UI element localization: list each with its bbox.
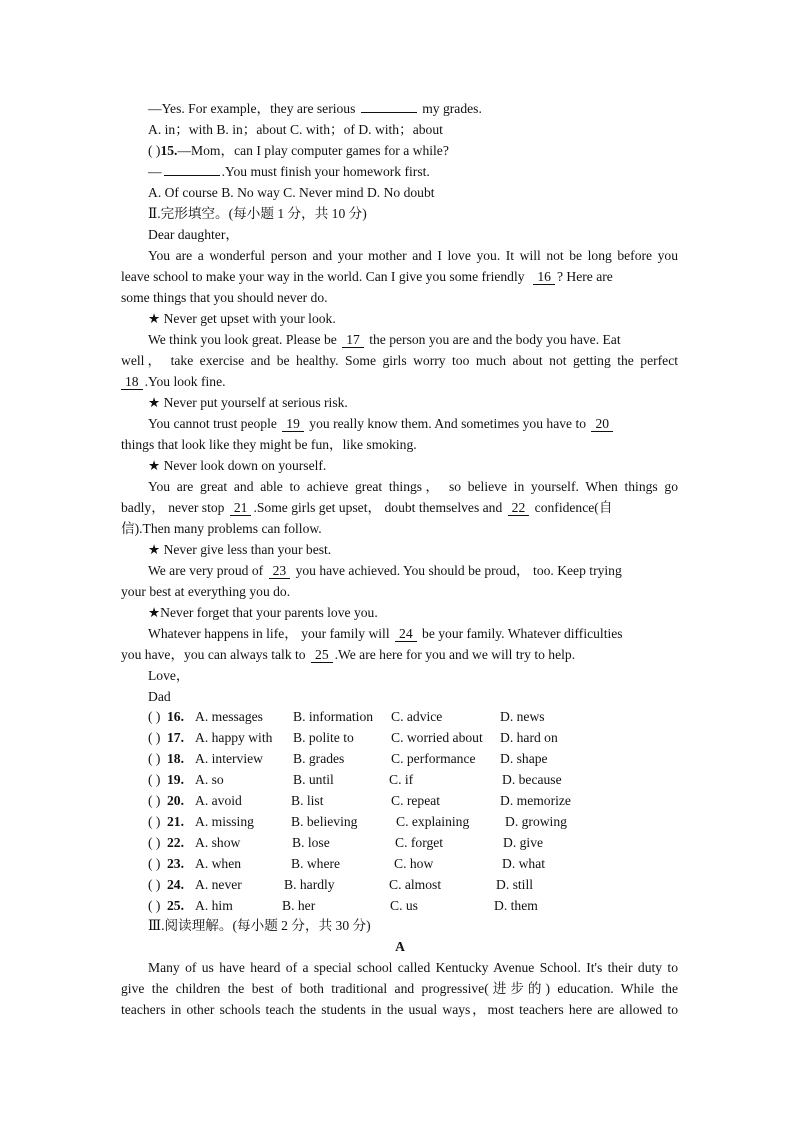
- answer-paren: ( ): [148, 751, 161, 766]
- question-number: 23.: [167, 856, 184, 871]
- tip-2: ★ Never put yourself at serious risk.: [148, 395, 348, 410]
- option-b[interactable]: B. hardly: [284, 877, 335, 892]
- option-b[interactable]: B. lose: [292, 835, 330, 850]
- passageA-line3: teachers in other schools teach the students in the usual ways，most teachers here are allowed to: [121, 1002, 678, 1017]
- blank-23[interactable]: 23: [269, 563, 291, 579]
- option-c[interactable]: C. how: [394, 856, 434, 871]
- question-number: 24.: [167, 877, 184, 892]
- question-number: 19.: [167, 772, 184, 787]
- para6-line2: you have，you can always talk to 25 .We are here for you and we will try to help.: [121, 647, 576, 662]
- option-a[interactable]: A. happy with: [195, 730, 273, 745]
- option-a[interactable]: A. interview: [195, 751, 263, 766]
- option-c[interactable]: C. us: [390, 898, 418, 913]
- blank-25[interactable]: 25: [311, 647, 333, 663]
- q15-options: A. Of course B. No way C. Never mind D. No doubt: [148, 185, 435, 200]
- para2-line2: well， take exercise and be healthy. Some girls worry too much about not getting the perfect: [121, 353, 678, 368]
- para5-line1: We are very proud of 23 you have achieved. You should be proud， too. Keep trying: [148, 563, 622, 578]
- closing: Love，: [148, 668, 190, 683]
- q14-blank: [361, 98, 417, 113]
- option-c[interactable]: C. advice: [391, 709, 443, 724]
- tip-3: ★ Never look down on yourself.: [148, 458, 327, 473]
- para4-line1: You are great and able to achieve great things， so believe in yourself. When things go: [148, 479, 678, 494]
- blank-18[interactable]: 18: [121, 374, 143, 390]
- para1-line3: some things that you should never do.: [121, 290, 328, 305]
- option-c[interactable]: C. worried about: [391, 730, 483, 745]
- answer-paren: ( ): [148, 856, 161, 871]
- blank-24[interactable]: 24: [395, 626, 417, 642]
- option-a[interactable]: A. show: [195, 835, 241, 850]
- option-a[interactable]: A. when: [195, 856, 242, 871]
- signature: Dad: [148, 689, 171, 704]
- question-number: 25.: [167, 898, 184, 913]
- option-b[interactable]: B. information: [293, 709, 374, 724]
- q15-answer-line: — .You must finish your homework first.: [148, 161, 430, 182]
- blank-19[interactable]: 19: [282, 416, 304, 432]
- option-c[interactable]: C. performance: [391, 751, 476, 766]
- question-number: 18.: [167, 751, 184, 766]
- q15-blank: [164, 161, 220, 176]
- option-b[interactable]: B. polite to: [293, 730, 354, 745]
- para2-line3: 18 .You look fine.: [121, 371, 226, 392]
- option-d[interactable]: D. because: [502, 772, 562, 787]
- para4-line3: 信).Then many problems can follow.: [121, 521, 322, 536]
- para3-line1: You cannot trust people 19 you really know them. And sometimes you have to 20: [148, 413, 615, 434]
- question-number: 17.: [167, 730, 184, 745]
- option-b[interactable]: B. list: [291, 793, 324, 808]
- tip-1: ★ Never get upset with your look.: [148, 311, 336, 326]
- q15-question: ( )15.—Mom，can I play computer games for a while?: [148, 143, 449, 158]
- para6-line1: Whatever happens in life， your family will 24 be your family. Whatever difficulties: [148, 626, 623, 641]
- option-d[interactable]: D. news: [500, 709, 545, 724]
- option-d[interactable]: D. still: [496, 877, 534, 892]
- question-number: 22.: [167, 835, 184, 850]
- blank-21[interactable]: 21: [230, 500, 252, 516]
- para5-line2: your best at everything you do.: [121, 584, 291, 599]
- option-b[interactable]: B. believing: [291, 814, 358, 829]
- option-c[interactable]: C. almost: [389, 877, 442, 892]
- option-d[interactable]: D. memorize: [500, 793, 571, 808]
- para1-line2: leave school to make your way in the world. Can I give you some friendly 16 ? Here are: [121, 269, 613, 284]
- tip-4: ★ Never give less than your best.: [148, 542, 332, 557]
- para2-line1: We think you look great. Please be 17 the person you are and the body you have. Eat: [148, 332, 621, 347]
- option-d[interactable]: D. what: [502, 856, 546, 871]
- option-a[interactable]: A. so: [195, 772, 224, 787]
- answer-paren: ( ): [148, 730, 161, 745]
- section2-heading: Ⅱ.完形填空。(每小题 1 分，共 10 分): [148, 206, 367, 221]
- option-c[interactable]: C. forget: [395, 835, 444, 850]
- option-b[interactable]: B. her: [282, 898, 316, 913]
- option-a[interactable]: A. avoid: [195, 793, 242, 808]
- answer-paren: ( ): [148, 772, 161, 787]
- option-a[interactable]: A. him: [195, 898, 233, 913]
- option-a[interactable]: A. messages: [195, 709, 263, 724]
- q14-answer-line: —Yes. For example，they are serious my grades.: [148, 98, 482, 119]
- option-d[interactable]: D. give: [503, 835, 544, 850]
- question-number: 21.: [167, 814, 184, 829]
- passageA-line1: Many of us have heard of a special school called Kentucky Avenue School. It's their duty to: [148, 960, 678, 975]
- option-d[interactable]: D. them: [494, 898, 538, 913]
- option-d[interactable]: D. growing: [505, 814, 567, 829]
- tip-5: ★Never forget that your parents love you.: [148, 605, 378, 620]
- answer-paren: ( ): [148, 898, 161, 913]
- option-c[interactable]: C. explaining: [396, 814, 470, 829]
- para4-line2: badly， never stop 21 .Some girls get upset， doubt themselves and 22 confidence(自: [121, 500, 613, 515]
- option-d[interactable]: D. shape: [500, 751, 548, 766]
- option-d[interactable]: D. hard on: [500, 730, 558, 745]
- blank-22[interactable]: 22: [508, 500, 530, 516]
- section3-heading: Ⅲ.阅读理解。(每小题 2 分，共 30 分): [148, 918, 371, 933]
- para1-line1: You are a wonderful person and your mother and I love you. It will not be long before you: [148, 248, 678, 263]
- answer-paren: ( ): [148, 877, 161, 892]
- para3-line2: things that look like they might be fun，like smoking.: [121, 437, 417, 452]
- answer-paren: ( ): [148, 709, 161, 724]
- blank-20[interactable]: 20: [591, 416, 613, 432]
- option-b[interactable]: B. until: [293, 772, 334, 787]
- blank-16[interactable]: 16: [533, 269, 555, 285]
- blank-17[interactable]: 17: [342, 332, 364, 348]
- option-c[interactable]: C. repeat: [391, 793, 441, 808]
- answer-paren: ( ): [148, 835, 161, 850]
- question-number: 16.: [167, 709, 184, 724]
- passage-label: A: [395, 939, 405, 954]
- passageA-line2: give the children the best of both traditional and progressive(进步的) education. While the: [121, 981, 678, 996]
- q14-options: A. in；with B. in；about C. with；of D. with；about: [148, 122, 443, 137]
- option-b[interactable]: B. where: [291, 856, 341, 871]
- option-a[interactable]: A. never: [195, 877, 242, 892]
- salutation: Dear daughter，: [148, 227, 239, 242]
- answer-paren: ( ): [148, 793, 161, 808]
- option-c[interactable]: C. if: [389, 772, 414, 787]
- option-a[interactable]: A. missing: [195, 814, 254, 829]
- answer-paren: ( ): [148, 814, 161, 829]
- question-number: 20.: [167, 793, 184, 808]
- option-b[interactable]: B. grades: [293, 751, 345, 766]
